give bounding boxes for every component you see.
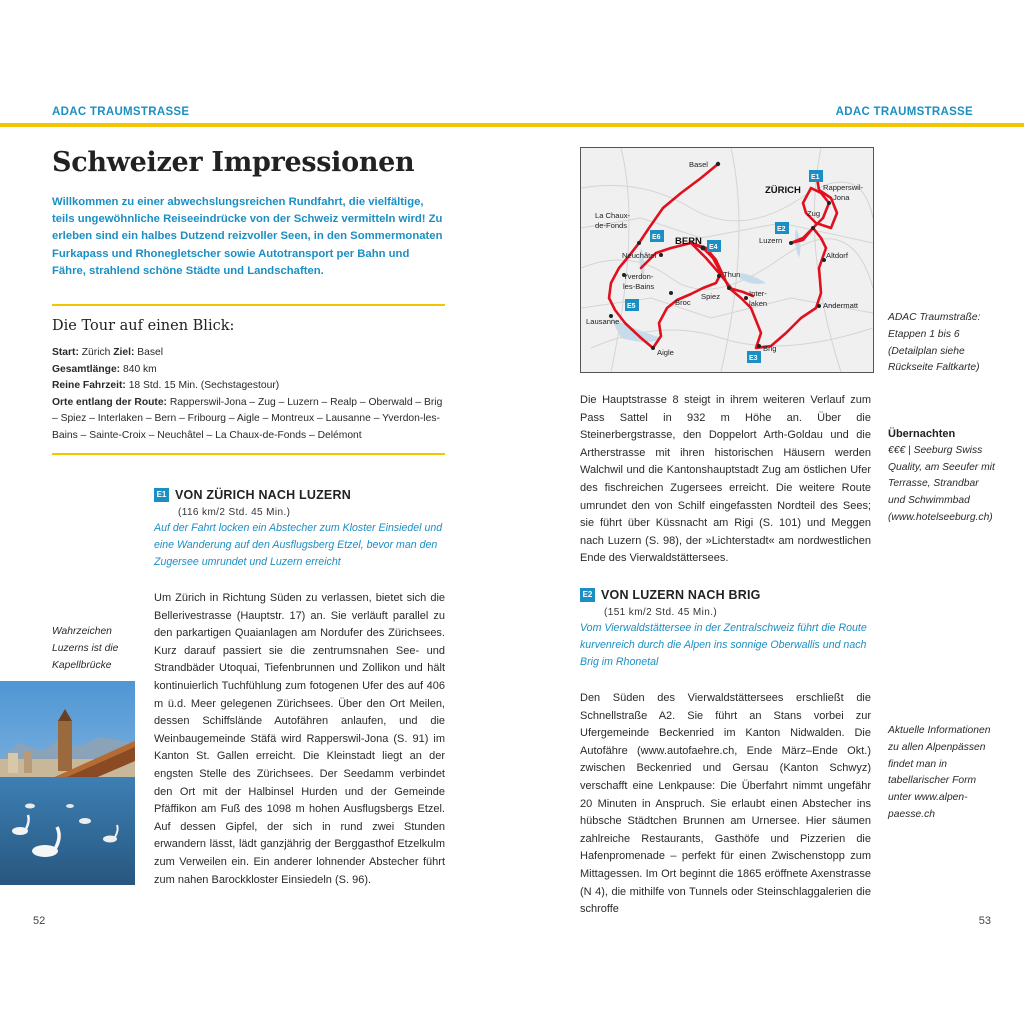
tour-summary: Start: Zürich Ziel: Basel Gesamtlänge: 840 km Reine Fahrzeit: 18 Std. 15 Min. (Sechstagestour) Orte entlang der Route: Rapperswil-Jona – Zug – Luzern – Realp – Oberwald – Brig – Spiez – Interlaken – Bern – Fribourg – Aigle – Montreux – Lausanne – Yverdon-les-Bains – Sainte-Croix – Neuchâtel – La Chaux-de-Fonds – Delémont — [52, 347, 443, 441]
tour-heading: Die Tour auf einen Blick: — [52, 318, 235, 334]
divider — [52, 453, 445, 455]
map-label-rapperswil: Rapperswil- — [823, 183, 864, 192]
map-label-aigle: Aigle — [657, 348, 674, 357]
divider — [52, 304, 445, 306]
svg-text:E5: E5 — [627, 303, 636, 310]
map-label-lausanne: Lausanne — [586, 317, 620, 326]
map-label-interlaken-2: laken — [749, 299, 768, 308]
page-title: Schweizer Impressionen — [52, 147, 415, 178]
section-heading: VON ZÜRICH NACH LUZERN — [175, 488, 351, 502]
section-e1-header — [154, 486, 446, 571]
section-e2-body: Den Süden des Vierwaldstättersees erschließt die Schnellstraße A2. Sie führt an Stans vorbei zur Ufergemeinde Beckenried im Kanton Nidwalden. Die Autofähre (www.autofaehre.ch, Ende März–Ende Okt.) zwischen Beckenried und Gersau (Kanton Schwyz) verschafft eine Lenkpause: Die Überfahrt nimmt ungefähr 20 Minuten in Anspruch. Sie erlaubt einen Abstecher ins hübsche Städtchen Brunnen am Urnersee. Hier säumen zahlreiche Restaurants, Gasthöfe und Pizzerien die Hafenpromenade – perfekt für einen Zwischenstopp zum Mittagessen. Im Ort beginnt die 1865 eröffnete Axenstrasse (N 4), die mithilfe von Tunnels oder Steinschlaggalerien die schroffe — [580, 692, 871, 916]
map-label-zuerich: ZÜRICH — [765, 185, 801, 196]
right-running-header: ADAC TRAUMSTRASSE — [835, 106, 973, 118]
svg-text:E2: E2 — [777, 226, 786, 233]
svg-text:E6: E6 — [652, 234, 661, 241]
map-label-interlaken: Inter- — [749, 289, 767, 298]
map-label-chaux: La Chaux- — [595, 211, 631, 220]
svg-text:E4: E4 — [709, 244, 718, 251]
stage-badge: E2 — [580, 588, 595, 602]
header-rule — [0, 123, 1024, 127]
map-badge-e2 — [775, 222, 789, 234]
stage-badge: E1 — [154, 488, 169, 502]
map-badge-e6 — [650, 230, 664, 242]
map-label-spiez: Spiez — [701, 292, 720, 301]
map-label-yverdon-2: les-Bains — [623, 282, 655, 291]
map-label-yverdon: Yverdon- — [623, 272, 654, 281]
sidebar-alpenpaesse: Aktuelle Informationen zu allen Alpenpässen findet man in tabellarischer Form unter www.alpen-paesse.ch — [888, 725, 991, 820]
map-label-chaux-2: de-Fonds — [595, 221, 628, 230]
map-badge-e1 — [809, 170, 823, 182]
map-label-jona: Jona — [833, 193, 850, 202]
map-label-broc: Broc — [675, 298, 691, 307]
photo-caption: Wahrzeichen Luzerns ist die Kapellbrücke — [52, 626, 119, 671]
page-number-left: 52 — [33, 915, 46, 927]
map-label-brig: Brig — [763, 344, 777, 353]
svg-text:E1: E1 — [811, 174, 820, 181]
sidebar-heading: Übernachten — [888, 428, 956, 440]
sidebar-text: €€€ | Seeburg Swiss Quality, am Seeufer mit Terrasse, Strandbar und Schwimmbad (www.hotelseeburg.ch) — [888, 444, 995, 523]
map-label-neuchatel: Neuchâtel — [622, 251, 657, 260]
svg-text:E3: E3 — [749, 355, 758, 362]
map-label-bern: BERN — [675, 236, 702, 247]
section-e1-body: Um Zürich in Richtung Süden zu verlassen, bietet sich die Bellerivestrasse (Hauptstr. 17) an. Sie verläuft parallel zu den parkartigen Quaianlagen am Nordufer des Zürichsees. Kurz darauf passiert sie die zentrumsnahen See- und Strandbäder Utoquai, Tiefenbrunnen und Zollikon und hält kontinuierlich Tuchfühlung zum fotogenen Ufer des auf 406 m ü.d. Meer gelegenen Zürichsees. Über den Ort Meilen, dessen Schiffslände Autofähren anlaufen, und die Weinbaugemeinde Stäfä wird Rapperswil-Jona (S. 91) im Kanton St. Gallen erreicht. Die Kleinstadt liegt an der engsten Stelle des Zürichsees. Der Seedamm verbindet den Ort mit der Halbinsel Hurden und der Gemeinde Pfäffikon am Fuß des 1098 m hohen Ausflugsbergs Etzel. Auf dessen Gipfel, der sich in rund zwei Stunden erwandern lässt, lädt ganzjährig der Berggasthof Etzelkulm zum Verweilen ein. Ein anderer lohnender Abstecher führt zum nahen Barockkloster Einsiedeln (S. 96). — [154, 592, 445, 886]
section-lead: Auf der Fahrt locken ein Abstecher zum Kloster Einsiedel und eine Wanderung auf den Ausflugsberg Etzel, bevor man den Zugersee umrundet und Luzern erreicht — [154, 522, 443, 568]
left-running-header: ADAC TRAUMSTRASSE — [52, 106, 190, 118]
section-heading: VON LUZERN NACH BRIG — [601, 588, 761, 602]
section-e2-header — [580, 586, 872, 671]
map-label-altdorf: Altdorf — [826, 251, 848, 260]
route-map — [580, 147, 874, 373]
map-label-thun: Thun — [723, 270, 741, 279]
map-label-zug: Zug — [807, 209, 821, 218]
paragraph-route: Die Hauptstrasse 8 steigt in ihrem weiteren Verlauf zum Pass Sattel in 932 m Höhe an. Über die Steinerbergstrasse, den Doppelort Arth-Goldau und die Artherstrasse mit ihren historischen Häusern werden Walchwil und die Kantonshauptstadt Zug am östlichen Ufer des fischreichen Zugersees erreicht. Die weitere Route umrundet den von Schilf eingefassten Nordteil des Sees; sie führt über Küssnacht am Rigi (S. 101) und Meggen nach Luzern (S. 98), der »Lichterstadt« am nordwestlichen Ende des Vierwaldstättersees. — [580, 394, 871, 565]
map-caption: ADAC Traumstraße: Etappen 1 bis 6 (Detailplan siehe Rückseite Faltkarte) — [888, 312, 981, 374]
intro-text: Willkommen zu einer abwechslungsreichen Rundfahrt, die vielfältige, teils ungewöhnliche Reiseeindrücke von der Schweiz vermitteln wird! Zu erleben sind ein halbes Dutzend reizvoller Seen, in den Sommermonaten Furkapass und Rhonegletscher sowie Autotransport per Bahn und Fähre, strahlend schöne Städte und Landschaften. — [52, 196, 443, 277]
section-lead: Vom Vierwaldstättersee in der Zentralschweiz führt die Route kurvenreich durch die Alpen ins sonnige Oberwallis und nach Brig im Rhonetal — [580, 622, 867, 668]
map-label-andermatt: Andermatt — [823, 301, 859, 310]
map-badge-e5 — [625, 299, 639, 311]
sidebar-uebernachten — [888, 426, 998, 527]
map-badge-e3 — [747, 351, 761, 363]
section-subtitle: (151 km/2 Std. 45 Min.) — [604, 607, 718, 618]
map-label-luzern: Luzern — [759, 236, 783, 245]
kapellbruecke-photo — [0, 681, 135, 885]
page-number-right: 53 — [978, 915, 991, 927]
section-subtitle: (116 km/2 Std. 45 Min.) — [178, 507, 291, 518]
map-badge-e4 — [707, 240, 721, 252]
map-label-basel: Basel — [689, 160, 708, 169]
